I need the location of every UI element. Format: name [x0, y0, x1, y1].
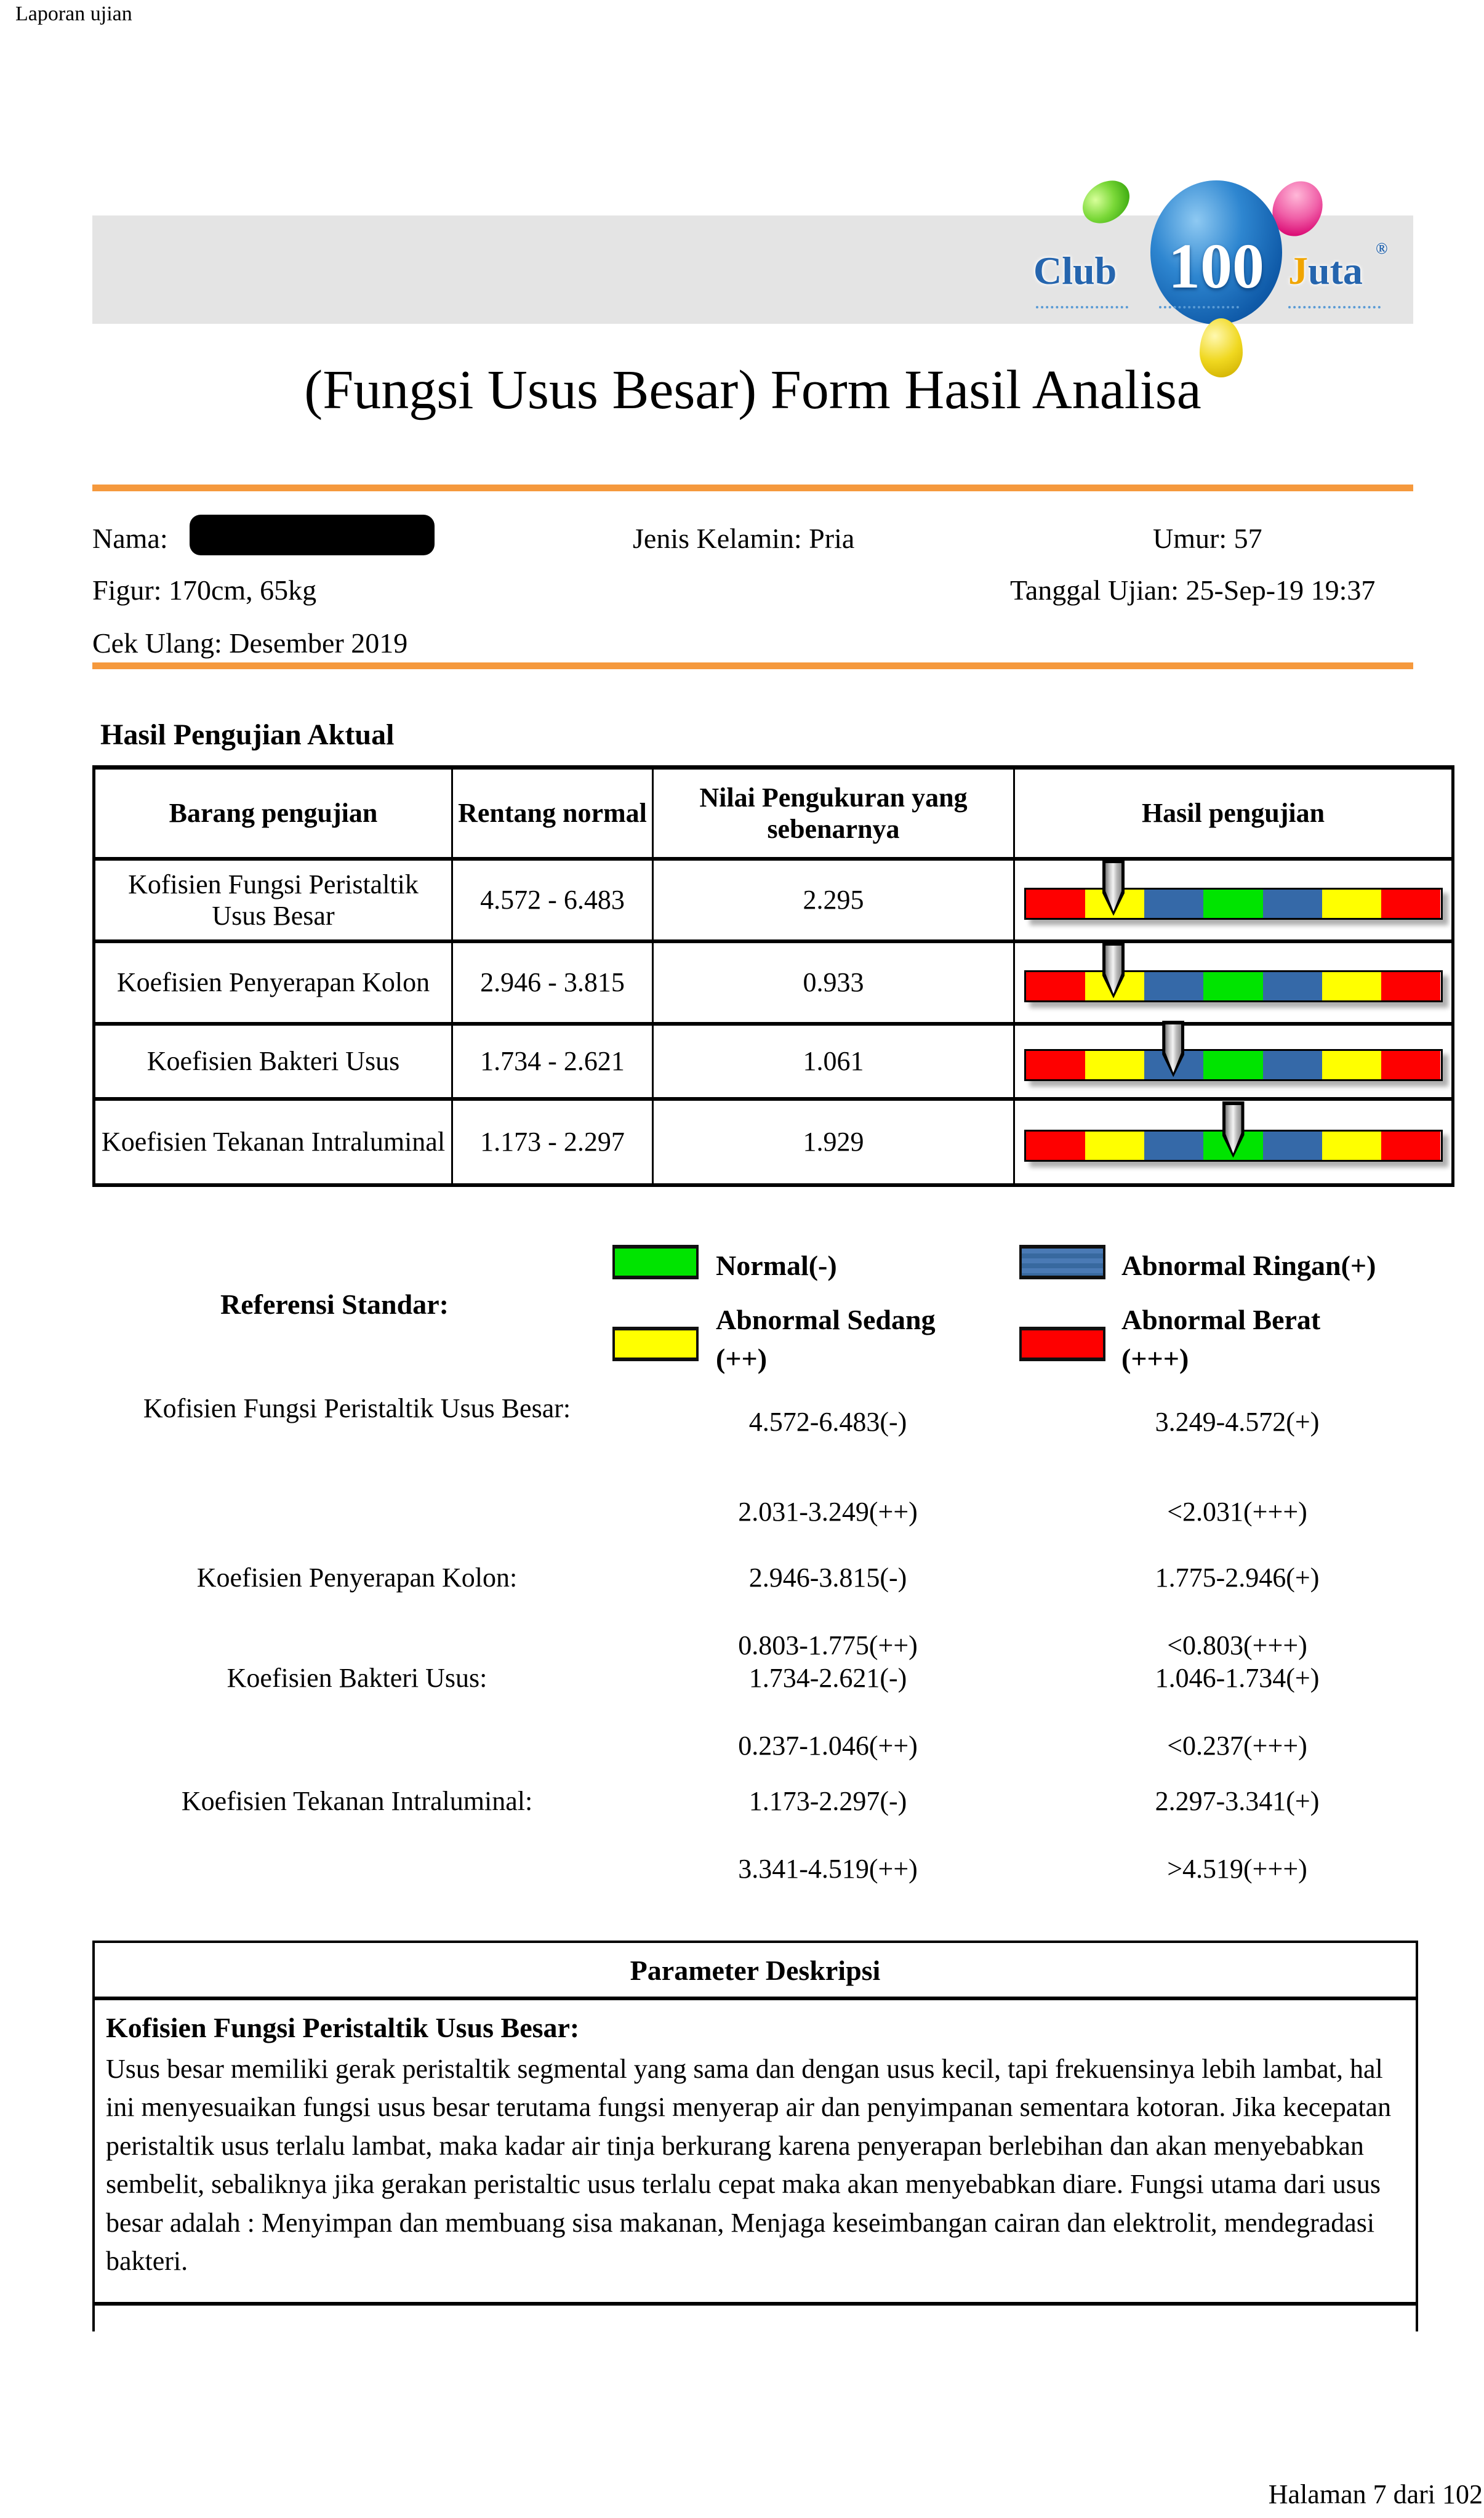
measured-value: 2.295	[653, 859, 1014, 941]
test-item: Koefisien Tekanan Intraluminal	[94, 1099, 452, 1185]
measured-value: 1.929	[653, 1099, 1014, 1185]
results-section-heading: Hasil Pengujian Aktual	[100, 718, 395, 751]
logo-tagline	[1159, 306, 1239, 308]
patient-name-redaction	[190, 515, 435, 555]
reference-label: Kofisien Fungsi Peristaltik Usus Besar:	[143, 1393, 571, 1423]
description-body	[95, 2000, 1416, 2306]
result-bar-cell	[1014, 1024, 1453, 1099]
result-scale-bar	[1024, 1049, 1443, 1081]
divider	[92, 485, 1413, 491]
report-type-label: Laporan ujian	[15, 2, 132, 25]
reference-value: 2.297-3.341(+)	[1155, 1786, 1320, 1816]
reference-value: <0.803(+++)	[1167, 1630, 1307, 1660]
reference-value: 1.173-2.297(-)	[748, 1786, 907, 1816]
logo-juta-initial: J	[1288, 249, 1308, 292]
parameter-description-box	[92, 1941, 1418, 2331]
reference-value: 4.572-6.483(-)	[748, 1407, 907, 1437]
table-row	[94, 1024, 1453, 1099]
logo-juta-rest: uta	[1308, 249, 1363, 292]
reference-value: 2.946-3.815(-)	[748, 1563, 907, 1593]
measured-value: 0.933	[653, 941, 1014, 1024]
test-item: Kofisien Fungsi Peristaltik Usus Besar	[94, 859, 452, 941]
column-header: Hasil pengujian	[1014, 768, 1453, 859]
legend-swatch-abnormal-berat	[1019, 1327, 1105, 1361]
reference-value: 3.341-4.519(++)	[738, 1854, 918, 1884]
reference-value: 3.249-4.572(+)	[1155, 1407, 1320, 1437]
patient-age: Umur: 57	[1153, 523, 1262, 554]
reference-value: 2.031-3.249(++)	[738, 1497, 918, 1527]
legend-text: Abnormal Ringan(+)	[1121, 1250, 1376, 1281]
reference-value: 0.803-1.775(++)	[738, 1630, 918, 1660]
reference-value: 1.046-1.734(+)	[1155, 1663, 1320, 1693]
description-text: Usus besar memiliki gerak peristaltik segmental yang sama dan dengan usus kecil, tapi frekuensinya lebih lambat, hal ini menyesuaikan fungsi usus besar terutama fungsi menyerap air dan penyimpanan sementara kotoran. Jika kecepatan peristaltik usus terlalu lambat, maka kadar air tinja berkurang karena penyerapan berlebihan dan akan menyebabkan sembelit, sebaliknya jika gerakan peristaltic usus terlalu cepat maka akan menyebabkan diare. Fungsi utama dari usus besar adalah : Menyimpan dan membuang sisa makanan, Menjaga keseimbangan cairan dan elektrolit, mendegradasi bakteri.	[106, 2054, 1392, 2277]
measured-value: 1.061	[653, 1024, 1014, 1099]
logo-word-club: Club	[1033, 249, 1117, 292]
reference-value: 1.775-2.946(+)	[1155, 1563, 1320, 1593]
test-item: Koefisien Bakteri Usus	[94, 1024, 452, 1099]
next-section-stub	[95, 2306, 1416, 2331]
patient-gender: Jenis Kelamin: Pria	[633, 523, 855, 554]
reference-value: <2.031(+++)	[1167, 1497, 1307, 1527]
result-bar-cell	[1014, 941, 1453, 1024]
column-header: Barang pengujian	[94, 768, 452, 859]
reference-value: >4.519(+++)	[1167, 1854, 1307, 1884]
reference-value: 0.237-1.046(++)	[738, 1731, 918, 1761]
reference-value: <0.237(+++)	[1167, 1731, 1307, 1761]
result-bar-cell	[1014, 859, 1453, 941]
reference-value: 1.734-2.621(-)	[748, 1663, 907, 1693]
legend-text: Normal(-)	[716, 1250, 837, 1281]
recheck-date: Cek Ulang: Desember 2019	[92, 627, 408, 659]
legend-swatch-abnormal-ringan	[1019, 1245, 1105, 1279]
reference-label: Koefisien Bakteri Usus:	[227, 1663, 487, 1693]
legend-label: Referensi Standar:	[220, 1289, 449, 1320]
header-banner	[92, 215, 1413, 324]
green-balloon-icon	[1075, 172, 1138, 232]
normal-range: 1.734 - 2.621	[452, 1024, 653, 1099]
description-heading: Parameter Deskripsi	[95, 1943, 1416, 2000]
page-number: Halaman 7 dari 102	[1268, 2479, 1483, 2509]
legend-text: Abnormal Berat (+++)	[1121, 1304, 1321, 1375]
logo-tagline	[1288, 306, 1381, 308]
column-header: Nilai Pengukuran yang sebenarnya	[653, 768, 1014, 859]
page-title: (Fungsi Usus Besar) Form Hasil Analisa	[304, 360, 1201, 420]
test-item: Koefisien Penyerapan Kolon	[94, 941, 452, 1024]
registered-mark: ®	[1376, 239, 1388, 257]
reference-label: Koefisien Penyerapan Kolon:	[196, 1563, 518, 1593]
patient-name-label: Nama:	[92, 523, 168, 554]
normal-range: 4.572 - 6.483	[452, 859, 653, 941]
result-scale-bar	[1024, 970, 1443, 1002]
table-header-row	[94, 768, 1453, 859]
reference-label: Koefisien Tekanan Intraluminal:	[181, 1786, 533, 1816]
result-scale-bar	[1024, 888, 1443, 920]
column-header: Rentang normal	[452, 768, 653, 859]
legend-swatch-abnormal-sedang	[612, 1327, 699, 1361]
result-bar-cell	[1014, 1099, 1453, 1185]
table-row	[94, 859, 1453, 941]
logo-number: 100	[1168, 231, 1264, 302]
table-row	[94, 1099, 1453, 1185]
legend-text: Abnormal Sedang (++)	[716, 1304, 936, 1375]
divider	[92, 662, 1413, 669]
table-row	[94, 941, 1453, 1024]
logo-tagline	[1036, 306, 1128, 308]
description-param-title: Kofisien Fungsi Peristaltik Usus Besar:	[106, 2012, 580, 2043]
patient-figure: Figur: 170cm, 65kg	[92, 574, 317, 606]
normal-range: 2.946 - 3.815	[452, 941, 653, 1024]
logo-word-juta	[1288, 248, 1363, 294]
exam-date: Tanggal Ujian: 25-Sep-19 19:37	[1010, 574, 1376, 606]
normal-range: 1.173 - 2.297	[452, 1099, 653, 1185]
legend-swatch-normal	[612, 1245, 699, 1279]
results-table	[92, 765, 1454, 1187]
